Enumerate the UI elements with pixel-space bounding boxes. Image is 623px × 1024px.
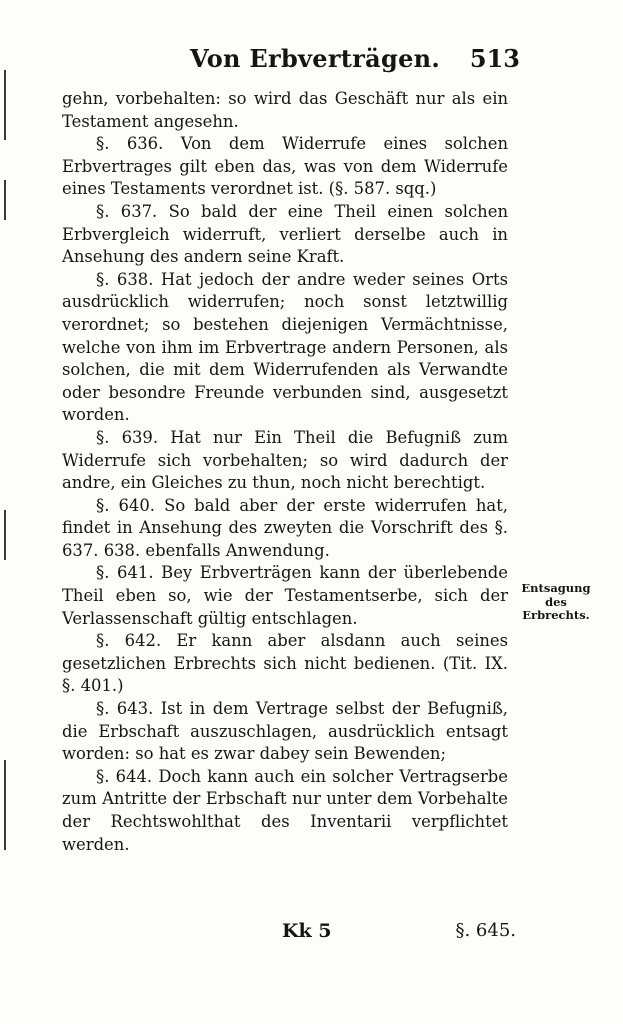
paragraph-641: §. 641. Bey Erbverträgen kann der überlebende Theil eben so, wie der Testamentserbe, sich der Verlassenschaft gültig entschlagen. bbox=[62, 563, 508, 628]
catchword: §. 645. bbox=[455, 920, 516, 941]
paragraph: gehn, vorbehalten: so wird das Geschäft nur als ein Testament angesehn. bbox=[62, 89, 508, 131]
page-header bbox=[60, 42, 520, 78]
edge-mark bbox=[4, 180, 6, 220]
edge-mark bbox=[4, 760, 6, 850]
paragraph-639: §. 639. Hat nur Ein Theil die Befugniß zum Widerrufe sich vorbehalten; so wird dadurch der andre, ein Gleiches zu thun, noch nicht berechtigt. bbox=[62, 427, 508, 493]
paragraph-636: §. 636. Von dem Widerrufe eines solchen Erbvertrages gilt eben das, was von dem Widerrufe eines Testaments verordnet ist. (§. 587. sqq.) bbox=[62, 134, 508, 199]
running-title: Von Erbverträgen. bbox=[190, 44, 441, 73]
page-footer bbox=[60, 920, 520, 950]
body-text bbox=[62, 88, 508, 856]
page-left-edge bbox=[0, 0, 14, 1024]
paragraph-642: §. 642. Er kann aber alsdann auch seines gesetzlichen Erbrechts sich nicht bedienen. (Tit. IX. §. 401.) bbox=[62, 631, 508, 696]
margin-note: Entsagung des Erbrechts. bbox=[521, 581, 591, 622]
paragraph-637: §. 637. So bald der eine Theil einen solchen Erbvergleich widerruft, verliert derselbe auch in Ansehung des andern seine Kraft. bbox=[62, 201, 508, 267]
paragraph-643: §. 643. Ist in dem Vertrage selbst der Befugniß, die Erbschaft auszuschlagen, ausdrücklich entsagt worden: so hat es zwar dabey sein Bewenden; bbox=[62, 699, 508, 764]
paragraph-640: §. 640. So bald aber der erste widerrufen hat, findet in Ansehung des zweyten die Vorschrift des §. 637. 638. ebenfalls Anwendung. bbox=[62, 495, 508, 560]
paragraph-644: §. 644. Doch kann auch ein solcher Vertragserbe zum Antritte der Erbschaft nur unter dem Vorbehalte der Rechtswohlthat des Inventarii verpflichtet werden. bbox=[62, 766, 508, 854]
page-number: 513 bbox=[469, 44, 520, 73]
edge-mark bbox=[4, 70, 6, 140]
edge-mark bbox=[4, 510, 6, 560]
signature-mark: Kk 5 bbox=[282, 920, 332, 942]
paragraph-638: §. 638. Hat jedoch der andre weder seines Orts ausdrücklich widerrufen; noch sonst letztwillig verordnet; so bestehen diejenigen Vermächtnisse, welche von ihm im Erbvertrage andern Personen, als solchen, die mit dem Widerrufenden als Verwandte oder besondre Freunde verbunden sind, ausgesetzt worden. bbox=[62, 269, 508, 425]
